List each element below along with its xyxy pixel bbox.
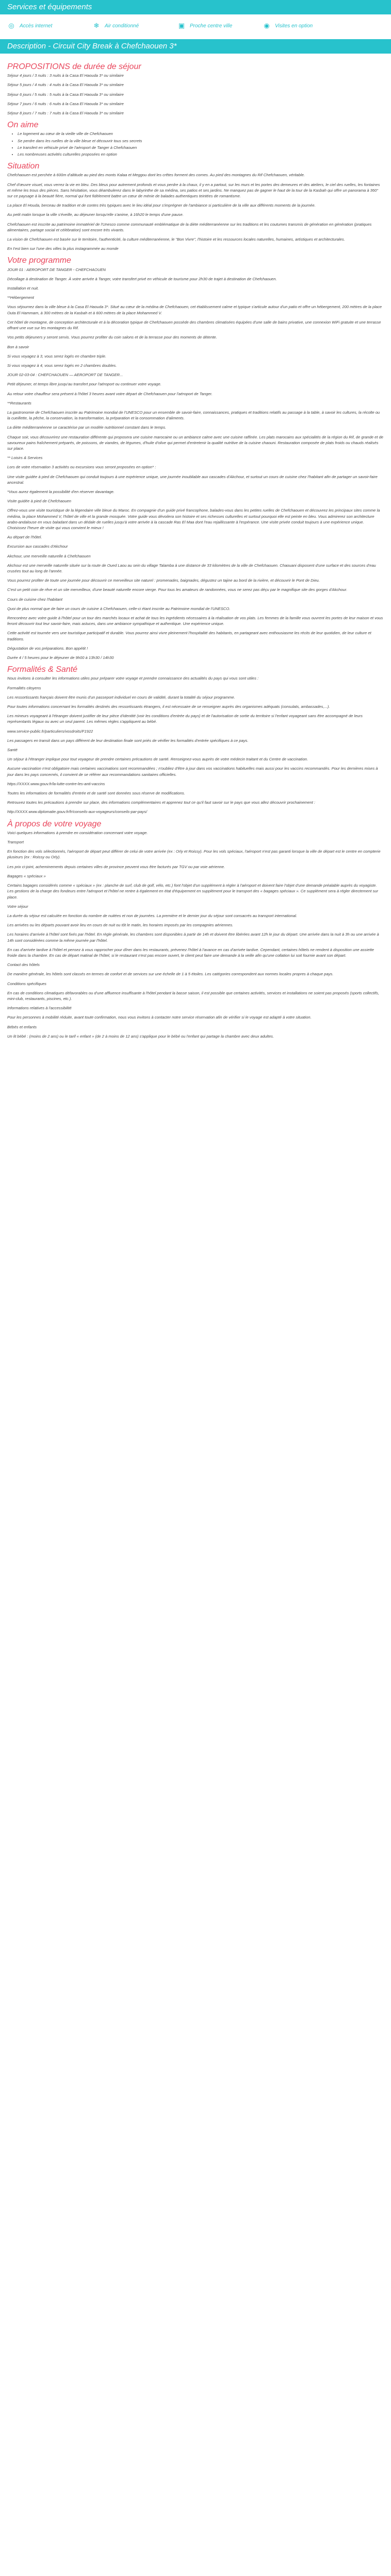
paragraph: Les prix ci-joint, acheminements depuis certaines villes de province peuvent vous être facturés par TGV ou par voie aérienne. [7,864,225,869]
paragraph: Aucune vaccination n'est obligatoire mais certaines vaccinations sont recommandées ; n'oubliez d'être à jour dans vos vaccinations habituelles mais aussi pour les vaccins recommandés. Pour les dernières mises à jour dans les pays concernés, il convient de se référer aux recommandations sanitaires officielles. [7,766,378,777]
paragraph: Cours de cuisine chez l'habitant [7,597,62,602]
service-item [7,22,92,30]
paragraph: Les mineurs voyageant à l'étranger doivent justifier de leur pièce d'identité (voir les conditions d'entrée du pays) et de l'autorisation de sortie du territoire si l'enfant voyageant sans être accompagné de leurs représentants légaux ou avec un seul parent. Les mêmes règles s'appliquent au bébé. [7,714,363,724]
paragraph: Séjour 6 jours / 5 nuits : 5 nuits à la Casa El Haouda 3* ou similaire [7,92,124,97]
paragraph: ** Loisirs & Services [7,455,43,461]
wifi-icon: ◎ [8,22,14,29]
paragraph: Chef d'œuvre visuel, vous verrez la vie en bleu. Des bleus pour autrement profonds et vous perdre à la chaux, il y en a partout, sur les murs et les portes des demeures et des ateliers, le ciel des ruelles, les fontaines et même les trous des pièces. Sans hésitation, vous déambulerez dans le labyrinthe de sa médina, ses patios et ses jardins. Ne manquez pas de gagner le haut de la tour de la Kasbah qui offre un panorama à 360° sur ce paysage à la beauté fière, normal qui font fidèlement battre un cœur de ménie de balades authentiques teintées de romantisme. [7,182,380,199]
services-list [7,22,384,34]
section-title: On aime [7,121,39,130]
paragraph: Transport [7,840,24,845]
paragraph: *Vous aurez également la possibilité d'en réserver davantage. [7,489,115,494]
paragraph: Nous invitons à consulter les informations utiles pour préparer votre voyage et prendre connaissance des actualités du pays qui vous sont utiles : [7,676,259,681]
paragraph: Séjour 5 jours / 4 nuits : 4 nuits à la Casa El Haouda 3* ou similaire [7,82,124,88]
paragraph: Retrouvez toutes les précautions à prendre sur place, des informations complémentaires et apprenez tout ce qu'il faut savoir sur le pays que vous allez découvrir prochainement : [7,800,316,805]
paragraph: Vous séjournez dans la ville bleue à la Casa El Haouda 3*. Situé au cœur de la médina de Chefchaouen, cet établissement calme et typique s'articule autour d'un patio et offre un hébergement, 200 mètres de la place Outa El Hammam, à 300 mètres de la Kasbah et à 600 mètres de la place Mohammed V. [7,304,382,315]
paragraph: Contact des hôtels [7,962,40,968]
paragraph: Au retour votre chauffeur sera présent à l'hôtel 3 heures avant votre départ de Chefchaouen pour l'aéroport de Tanger. [7,391,213,396]
paragraph: https://XXXX.www.gouv.fr/la-lutte-contre-les-anti-vaccins [7,781,105,786]
paragraph: Rencontrez avec votre guide à l'hôtel pour un tour des marchés locaux et achat de tous les ingrédients nécessaires à la réalisation de vos plats. Les femmes de la famille vous ouvrent les portes de leur maison et vous feront découvrir tout leur savoir-faire, mais astuces, dans une ambiance sympathique et authentique. Une expérience unique. [7,616,383,626]
paragraph: En fonction des vols sélectionnés, l'aéroport de départ peut différer de celui de votre arrivée (ex : Orly et Roissy). Pour les vols spéciaux, l'aéroport n'est pas garanti lorsque la ville de départ est le centre en compterie plusieurs (ex : Roissy ou Orly). [7,849,381,860]
paragraph: Installation et nuit. [7,286,39,291]
paragraph: La place El Houda, berceau de tradition et de contes très typiques avec le lieu idéal pour s'imprégner de l'ambiance si particulière de la ville aux différents moments de la journée. [7,203,316,208]
paragraph: Un séjour à l'étranger implique pour tout voyageur de prendre certaines précautions de santé. Renseignez-vous auprès de votre médecin traitant et du Centre de vaccination. [7,757,308,762]
paragraph: Les passagers en transit dans un pays différent de leur destination finale sont priés de vérifier les formalités d'entrée spécifiques à ce pays. [7,738,249,743]
paragraph: Vous pourrez profiter de toute une journée pour découvrir ce merveilleux site naturel : promenades, baignades, dégustez un tajine au bord de la rivière, et découvrir le Pont de Dieu. [7,578,320,583]
service-label: Proche centre ville [190,23,233,29]
paragraph: C'est un petit coin de rêve et un site merveilleux, d'une beauté naturelle encore vierge. Pour tous les amateurs de randonnées, vous ne serez pas déçu par le magnifique site des gorges d'Akchour. [7,587,348,592]
section-title: À propos de votre voyage [7,819,102,828]
paragraph: Au petit matin lorsque la ville s'éveille, au déjeuner lorsqu'elle s'anime, à 16h20 le temps d'une pause. [7,212,184,217]
paragraph: Lors de votre réservation 3 activités ou excursions vous seront proposées en option* : [7,465,156,470]
bullet-item: • Le transfert en véhicule privé de l'aéroport de Tanger à Chefchaouen [18,145,384,150]
paragraph: Formalités citoyens [7,685,41,690]
paragraph: Les ressortissants français doivent être munis d'un passeport individuel en cours de validité, durant la totalité du séjour programme. [7,694,235,700]
paragraph: Petit déjeuner, et temps libre jusqu'au transfert pour l'aéroport ou continuer votre voyage. [7,382,161,387]
paragraph: Chefchaouen est inscrite au patrimoine immatériel de l'Unesco comme communauté emblématique de la diète méditerranéenne sur les traditions et les coutumes transmis de génération en génération (pratiques alimentaires, partage social et célébration) sont encore très vivants. [7,222,372,232]
bullet-item: • Les nombreuses activités culturelles proposées en option [18,151,384,157]
paragraph: Quoi de plus normal que de faire un cours de cuisine à Chefchaouen, celle-ci étant inscrite au Patrimoine mondial de l'UNESCO. [7,606,231,611]
paragraph: Séjour 7 jours / 6 nuits : 6 nuits à la Casa El Haouda 3* ou similaire [7,101,124,106]
paragraph: Chaque soir, vous découvrirez une restauration différente qui proposera une cuisine marocaine ou un ambiance calme avec une cuisine raffinée. Les plats marocains aux spécialités de la région du Rif, de grande et de savoureux pains fraîchement préparés, de poissons, de viandes, de légumes, d'huile d'olive qui permet d'entretenir la qualité nutritive de la cuisine chaouni. Restauration composée de plats froids ou chauds réalisés sur place. [7,434,384,451]
paragraph: www.service-public.fr/particuliers/vosdroits/F1922 [7,728,93,734]
paragraph: Bon à savoir [7,344,29,349]
description-bar: Description - Circuit City Break à Chefchaouen 3* [0,39,391,54]
section-title: Formalités & Santé [7,665,78,674]
paragraph: Au départ de l'hôtel. [7,535,42,540]
paragraph: Une visite guidée à pied de Chefchaouen qui conduit toujours à une expérience unique, une journée inoubliable aux cascades d'Akchour, et surtout un cours de cuisine chez l'habitant afin de partager un savoir-faire ancestral. [7,474,378,485]
service-item [92,22,177,30]
paragraph: Bébés et enfants [7,1024,37,1029]
paragraph: Certains bagages considérés comme « spéciaux » (ex : planche de surf, club de golf, vélo, etc.) font l'objet d'un supplément à régler à l'aéroport et doivent faire l'objet d'une demande préalable auprès du voyagiste. Les gestions de la charge des fondeurs entre l'aéroport et l'hôtel ne rentre à également en état d'équipement en supplément pour le transport des « bagages spéciaux ». Ce supplément sera à régler directement sur place. [7,883,379,900]
paragraph: **Restaurants [7,400,31,405]
paragraph: JOUR 01 : AEROPORT DE TANGER - CHEFCHAOUEN [7,267,106,272]
paragraph: La diète méditerranéenne se caractérise par un modèle nutritionnel constant dans le temps. [7,425,167,430]
paragraph: Séjour 8 jours / 7 nuits : 7 nuits à la Casa El Haouda 3* ou similaire [7,111,124,116]
paragraph: Visite guidée à pied de Chefchaouen [7,499,71,504]
bullet-list [7,131,384,157]
paragraph: Informations relatives à l'accessibilité [7,1006,72,1011]
paragraph: Voici quelques informations à prendre en considération concernant votre voyage. [7,830,148,835]
bullet-item: • Se perdre dans les ruelles de la ville bleue et découvrir tous ses secrets [18,138,384,144]
paragraph: Si vous voyagez à 4, vous serez logés en 2 chambres doubles. [7,363,117,368]
bullet-item: • Le logement au cœur de la vieille ville de Chefchaouen [18,131,384,137]
section-title: PROPOSITIONS de durée de séjour [7,62,141,71]
paragraph: De manière générale, les hôtels sont classés en termes de confort et de services sur une échelle de 1 à 5 étoiles. Les catégories correspondent aux normes locales propres à chaque pays. [7,972,334,977]
service-item [263,22,348,30]
section-title: Votre programme [7,256,71,265]
description-content [0,54,391,1039]
paragraph: Akchour, une merveille naturelle à Chefchaouen [7,553,91,558]
paragraph: La gastronomie de Chefchaouen inscrite au Patrimoine mondial de l'UNESCO pour un ensemble de savoir-faire, connaissances, pratiques et traditions relatifs au passage à la table, à savoir les cultures, la récolte ou la cueillette, la pêche, la conservation, la transformation, la préparation et la consommation d'aliments. [7,410,380,421]
paragraph: Excursion aux cascades d'Akchour [7,544,68,549]
paragraph: **Hébergement [7,295,34,300]
paragraph: Durée 4 / 5 heures pour le déjeuner de 9h00 à 13h30 / 14h30 [7,655,114,660]
paragraph: Cet hôtel de montagne, de conception architecturale et à la décoration typique de Chefchaouen possède des chambres climatisées équipées d'une salle de bains privative, une connexion WiFi gratuite et une terrasse offrant une vue sur les montagnes du Rif. [7,319,381,331]
paragraph: En t'est bien sur l'une des villes la plus instagrammée au monde [7,246,119,251]
paragraph: Cette activité est tournée vers une touristique participatif et durable. Vous pourrez ainsi vivre pleinement l'hospitalité des habitants, en partageant avec enthousiasme les récits de leur quotidien, de leur culture et traditions. [7,631,371,641]
service-label: Accès internet [20,23,53,29]
paragraph: Les horaires d'arrivée à l'hôtel sont fixés par l'hôtel. En règle générale, les chambres sont disponibles à partir de 14h et doivent être libérées avant 12h le jour du départ. Une arrivée dans la nuit à 3h ou une arrivée à 14h sont considérées comme la même journée par l'hôtel. [7,932,379,943]
paragraph: Si vous voyagez à 3, vous serez logés en chambre triple. [7,353,107,359]
section-title: Situation [7,162,40,171]
paragraph: En cas d'arrivée tardive à l'hôtel et pensez à vous rapprocher pour dîner dans les restaurants, prévenez l'hôtel à l'avance en cas d'arrivée tardive. Cependant, certaines hôtels ne rendent à disposition une assiette froide dans la chambre. En cas de départ matinal de l'hôtel, si le restaurant n'est pas encore ouvert, le client peut faire une demande à la veille afin qu'une collation lui soit fournie avant son départ. [7,947,374,958]
services-panel [0,14,391,39]
paragraph: Bagages « spéciaux » [7,873,46,878]
bus-icon: ▣ [178,22,185,29]
paragraph: Chefchaouen est perchée à 600m d'altitude au pied des monts Kalaa et Meggou dont les crêtes forment des cornes. Au pied des montagnes du Rif Chefchaouen, véritable. [7,173,305,178]
paragraph: Conditions spécifiques [7,981,46,986]
paragraph: JOUR 02-03-04 : CHEFCHAOUEN — AEROPORT DE TANGER... [7,372,123,378]
eye-icon: ◉ [264,22,270,29]
service-label: Air conditionné [105,23,139,29]
snowflake-icon: ❄ [93,22,100,29]
paragraph: En cas de conditions climatiques défavorables ou d'une affluence insuffisante à l'hôtel pendant la basse saison, il est possible que certaines activités, services et installations ne soient pas proposés (sports collectifs, mini-club, restaurants, piscines, etc.). [7,990,379,1001]
services-bar: Services et équipements [0,0,391,14]
service-item [177,22,263,30]
paragraph: Les arrivées ou les départs pouvant avoir lieu en cours de nuit ou tôt le matin, les horaires imposés par les compagnies aériennes. [7,923,234,928]
paragraph: Séjour 4 jours / 3 nuits : 3 nuits à la Casa El Haouda 3* ou similaire [7,73,124,78]
paragraph: Pour toutes informations concernant les formalités destinés des ressortissants étrangers, il est nécessaire de se renseigner auprès des organismes adéquats (consulats, ambassades,...). [7,704,330,709]
paragraph: Santé [7,748,18,753]
paragraph: Pour les personnes à mobilité réduite, avant toute confirmation, nous vous invitons à contacter notre service réservation afin de vérifier si le voyage est adapté à votre situation. [7,1015,312,1020]
paragraph: Toutes les informations de formalités d'entrée et de santé sont données sous réserve de modifications. [7,791,185,796]
paragraph: Dégustation de vos préparations. Bon appétit ! [7,646,88,651]
paragraph: http://XXXX.www.diplomatie.gouv.fr/fr/conseils-aux-voyageurs/conseils-par-pays/ [7,809,148,815]
service-label: Visites en option [275,23,313,29]
paragraph: La vision de Chefchaouen est basée sur le territoire, l'authenticité, la culture méditerranéenne, le "Bon Vivre", l'histoire et les ressources locales naturelles, humaines, artistiques et architecturales. [7,237,345,242]
paragraph: Akchour est une merveille naturelle située sur la route de Oued Laou au sein du village Talamba à une distance de 33 kilomètres de la ville de Chefchaouen. Chaouani disposent d'une surface et des sources d'eau crusées tout au long de l'année. [7,563,376,573]
paragraph: Décollage à destination de Tanger. À votre arrivée à Tanger, votre transfert privé en véhicule de tourisme pour 2h30 de trajet à destination de Chefchaouen. [7,276,277,281]
paragraph: Un lit bébé : (moins de 2 ans) ou le tarif « enfant » (de 2 à moins de 12 ans) s'applique pour le bébé ou l'enfant qui partage la chambre avec deux adultes. [7,1033,274,1039]
paragraph: Vos petits déjeuners y seront servis. Vous pourrez profiter du coin salons et de la terrasse pour des moments de détente. [7,335,217,340]
paragraph: Votre séjour [7,904,28,909]
paragraph: Offrez-vous une visite touristique de la légendaire ville bleue du Maroc. En compagnie d'un guide privé francophone, balades-vous dans les petites ruelles de Chefchaouen et découvrez les principaux sites comme la médina, la place Mohammed V, l'hôtel de ville et la grande mosquée. Votre guide vous dévoilera son histoire et ses richesses culturelles et surtout pourquoi elle est peinte en bleu. Vous admirerez son architecture arabo-andalouse en vous baladant dans un dédale de ruelles jusqu'à votre arrivée à la cascade Ras El Maa dont l'eau rejaillissante à l'espérance. Une visite privée conduit toujours à une expérience unique. Choisissez l'heure de visite qui vous convient le mieux ! [7,508,380,530]
paragraph: La durée du séjour est calculée en fonction du nombre de nuitées et non de journées. La première et le dernier jour du séjour sont consacrés au transport international. [7,913,297,918]
